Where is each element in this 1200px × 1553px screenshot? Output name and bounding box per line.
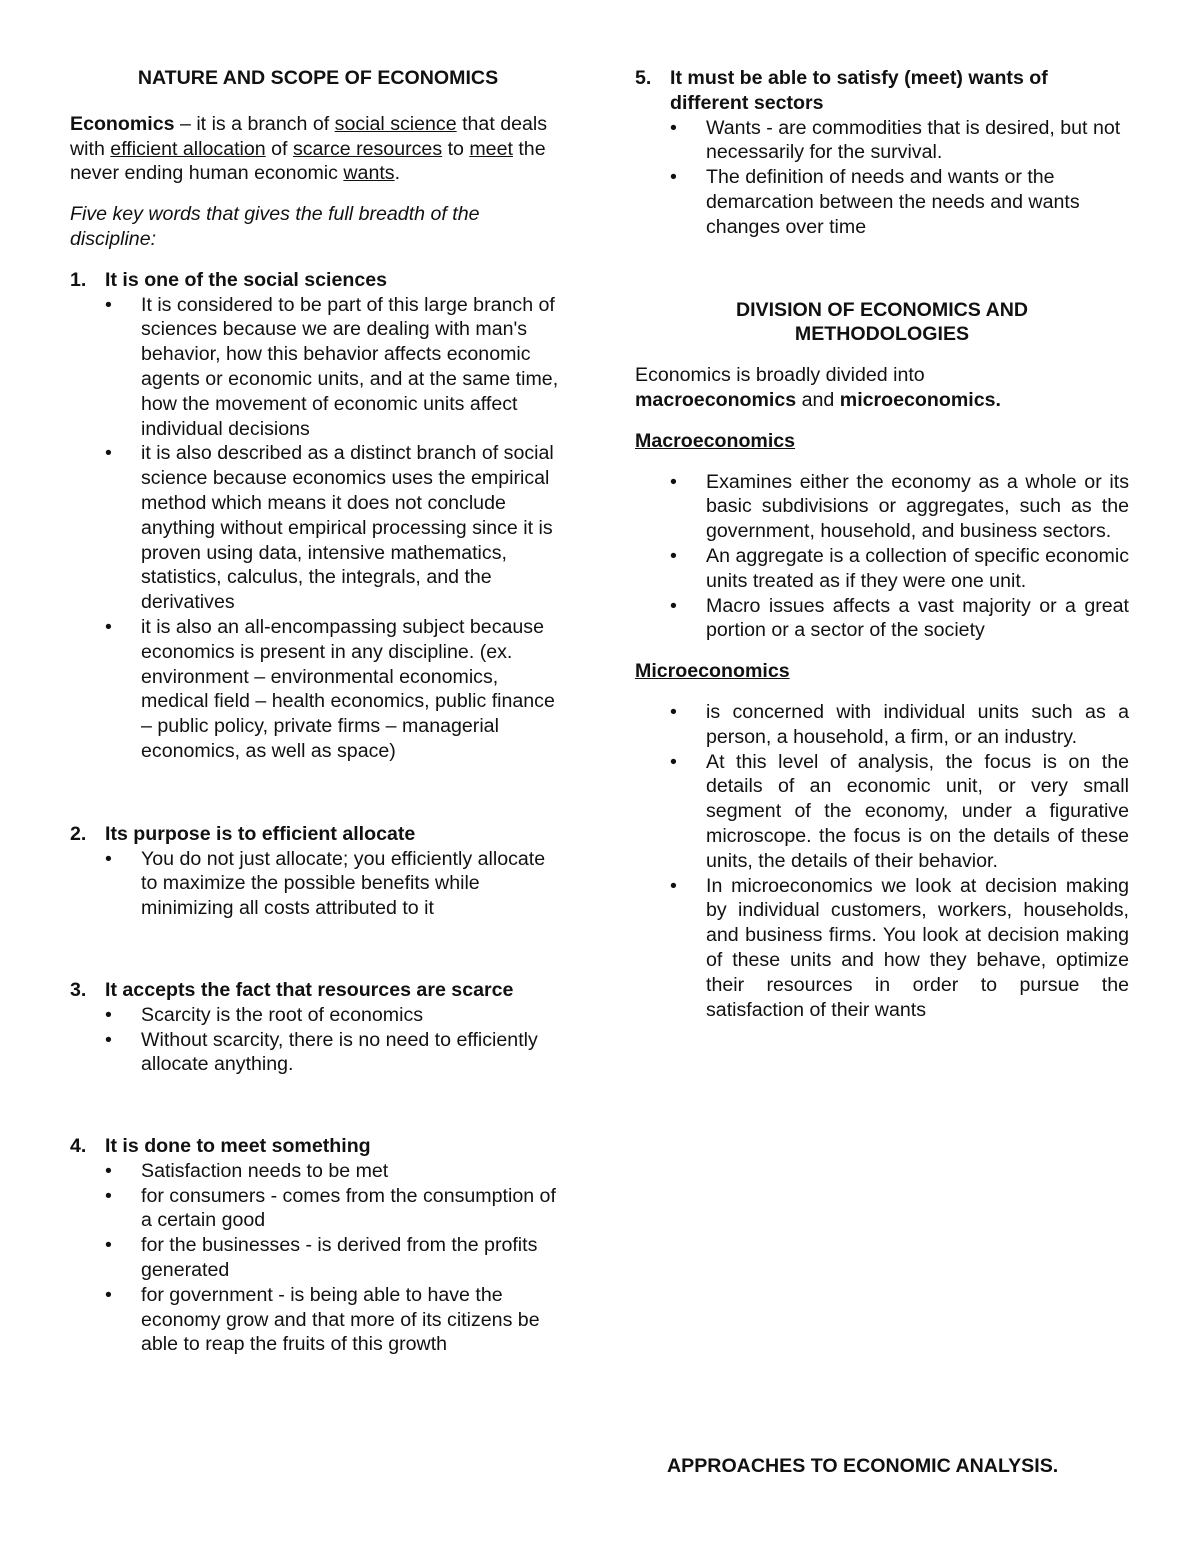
bullet-item: • Wants - are commodities that is desired, but not necessarily for the survival.	[706, 116, 1129, 166]
def-text-1: – it is a branch of	[174, 112, 335, 135]
item-title: It is one of the social sciences	[105, 268, 388, 291]
bullet-item: • it is also described as a distinct branch of social science because economics uses the empirical method which means it does not conclude anything without empirical processing since it is proven using data, intensive mathematics, statistics, calculus, the integrals, and the derivatives	[141, 441, 566, 615]
def-text-4: to	[442, 137, 470, 160]
bullet-item: • The definition of needs and wants or the demarcation between the needs and wants changes over time	[706, 165, 1129, 239]
bullet-item: • It is considered to be part of this large branch of sciences because we are dealing with man's behavior, how this behavior affects economic agents or economic units, and at the same time, how the movement of economic units affect individual decisions	[141, 293, 566, 442]
item-number: 5.	[635, 67, 652, 89]
def-text-3: of	[265, 137, 293, 160]
definition-term: Economics	[70, 112, 175, 135]
bullet-item: • for government - is being able to have the economy grow and that more of its citizens be able to reap the fruits of this growth	[141, 1283, 566, 1357]
item-number: 1.	[70, 268, 87, 291]
def-underline-4: meet	[469, 137, 513, 160]
intro-text: Five key words that gives the full breadth of the discipline:	[70, 203, 480, 250]
def-text-2: that deals with	[70, 112, 548, 160]
division-heading	[635, 298, 1129, 348]
item-heading	[70, 822, 566, 847]
bullet-item: • it is also an all-encompassing subject because economics is present in any discipline. (ex. environment – environmental economics, medical field – health economics, public finance – public policy, private firms – managerial economics, as well as space)	[141, 615, 566, 764]
macro-term: macroeconomics	[635, 388, 797, 411]
bullet-item: • You do not just allocate; you efficiently allocate to maximize the possible benefits while minimizing all costs attributed to it	[141, 847, 566, 921]
micro-heading: Microeconomics	[635, 660, 790, 683]
bullet-item: • for the businesses - is derived from the profits generated	[141, 1233, 566, 1283]
bullet-list	[70, 1159, 566, 1357]
bullet-list	[70, 293, 566, 764]
def-text-5: the never ending human economic	[70, 137, 546, 185]
division-intro-text: Economics is broadly divided into	[635, 364, 925, 387]
division-title-line-1: DIVISION OF ECONOMICS AND	[735, 298, 1029, 321]
bullet-list	[70, 1003, 566, 1077]
list-item-2	[70, 822, 566, 921]
item-title: It must be able to satisfy (meet) wants of different sectors	[670, 67, 1048, 114]
list-item-4	[70, 1134, 566, 1357]
left-column	[70, 66, 566, 1357]
approaches-heading: APPROACHES TO ECONOMIC ANALYSIS.	[667, 1455, 1059, 1477]
bullet-item: • At this level of analysis, the focus is on the details of an economic unit, or very small segment of the economy, under a figurative microscope. the focus is on the details of these units, the details of their behavior.	[706, 750, 1129, 874]
macro-heading: Macroeconomics	[635, 429, 796, 452]
item-number: 3.	[70, 978, 87, 1001]
bullet-item: • for consumers - comes from the consumption of a certain good	[141, 1184, 566, 1234]
micro-bullet-list	[635, 700, 1129, 1022]
def-underline-5: wants	[343, 162, 395, 185]
right-column	[635, 66, 1129, 1022]
list-item-1	[70, 268, 566, 764]
def-underline-1: social science	[334, 112, 457, 135]
bullet-item: • Examines either the economy as a whole or its basic subdivisions or aggregates, such as the government, household, and business sectors.	[706, 470, 1129, 544]
def-text-6: .	[394, 162, 401, 185]
item-heading	[635, 66, 1129, 116]
item-title: It is done to meet something	[105, 1135, 371, 1158]
bullet-item: • Without scarcity, there is no need to efficiently allocate anything.	[141, 1028, 566, 1078]
list-item-5	[635, 66, 1129, 240]
def-underline-3: scarce resources	[292, 137, 443, 160]
item-heading	[70, 1134, 566, 1159]
division-intro	[635, 363, 1129, 413]
bullet-item: • Scarcity is the root of economics	[141, 1003, 566, 1028]
micro-term: microeconomics.	[839, 388, 1001, 411]
item-number: 2.	[70, 822, 87, 845]
bullet-item: • Macro issues affects a vast majority or a great portion or a sector of the society	[706, 594, 1129, 644]
bullet-item: • is concerned with individual units such as a person, a household, a firm, or an industry.	[706, 700, 1129, 750]
macro-bullet-list	[635, 470, 1129, 644]
and-text: and	[796, 388, 840, 411]
bullet-item: • Satisfaction needs to be met	[141, 1159, 566, 1184]
item-heading	[70, 978, 566, 1003]
item-heading	[70, 268, 566, 293]
bullet-item: • An aggregate is a collection of specific economic units treated as if they were one unit.	[706, 544, 1129, 594]
page-title: NATURE AND SCOPE OF ECONOMICS	[137, 67, 499, 89]
list-item-3	[70, 978, 566, 1077]
division-title-line-2: METHODOLOGIES	[794, 323, 970, 346]
item-title: It accepts the fact that resources are scarce	[105, 978, 514, 1001]
economics-definition	[70, 112, 566, 186]
bullet-item: • In microeconomics we look at decision making by individual customers, workers, households, and business firms. You look at decision making of these units and how they behave, optimize their resources in order to pursue the satisfaction of their wants	[706, 874, 1129, 1023]
bullet-list	[70, 847, 566, 921]
bullet-list	[635, 116, 1129, 240]
def-underline-2: efficient allocation	[110, 137, 266, 160]
item-title: Its purpose is to efficient allocate	[105, 822, 416, 845]
item-number: 4.	[70, 1135, 87, 1158]
